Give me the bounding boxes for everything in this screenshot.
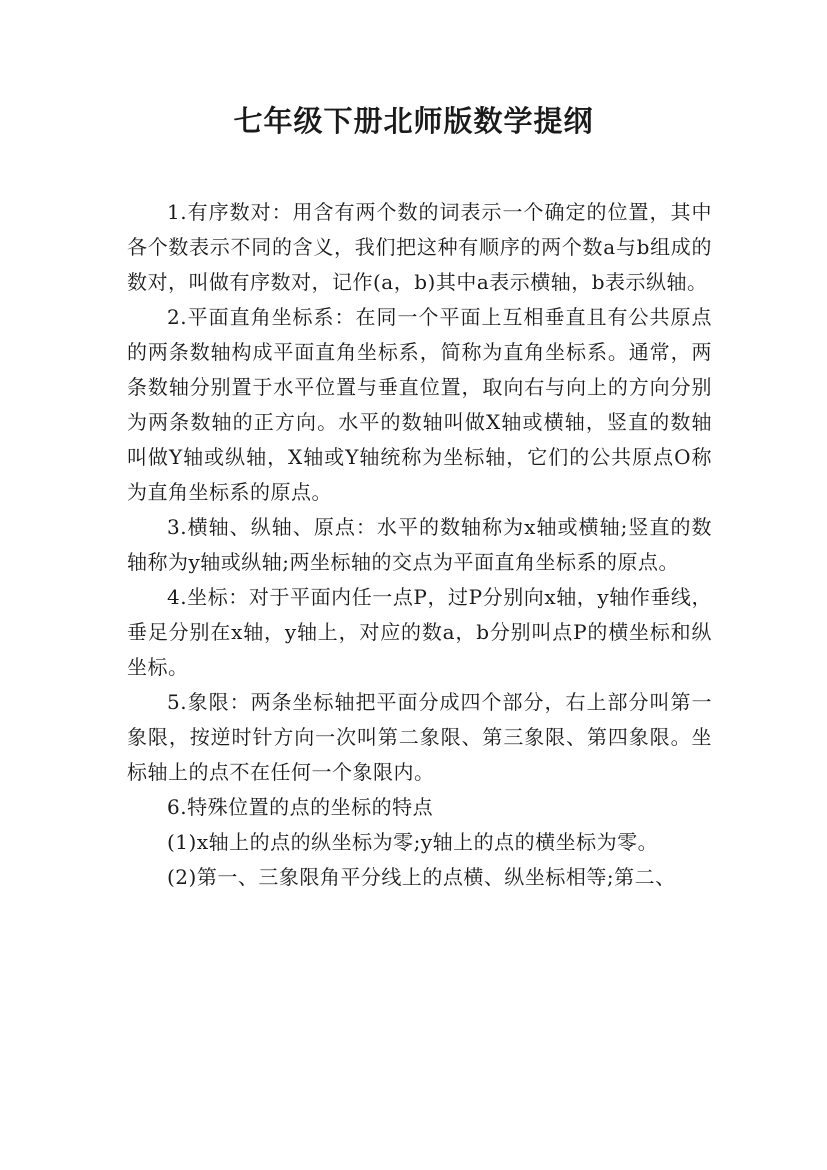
paragraph-ordered-pair: 1.有序数对：用含有两个数的词表示一个确定的位置，其中各个数表示不同的含义，我们把这种有顺序的两个数a与b组成的数对，叫做有序数对，记作(a，b)其中a表示横轴，b表示纵轴。 <box>127 200 712 294</box>
paragraph-special-points-1: (1)x轴上的点的纵坐标为零;y轴上的点的横坐标为零。 <box>167 830 659 854</box>
paragraph-coordinate-system: 2.平面直角坐标系：在同一个平面上互相垂直且有公共原点的两条数轴构成平面直角坐标系，简称为直角坐标系。通常，两条数轴分别置于水平位置与垂直位置，取向右与向上的方向分别为两条数轴的正方向。水平的数轴叫做X轴或横轴，竖直的数轴叫做Y轴或纵轴，X轴或Y轴统称为坐标轴，它们的公共原点O称为直角坐标系的原点。 <box>127 305 712 504</box>
document-body <box>127 195 712 895</box>
paragraph-coordinates: 4.坐标：对于平面内任一点P，过P分别向x轴，y轴作垂线，垂足分别在x轴，y轴上，对应的数a，b分别叫点P的横坐标和纵坐标。 <box>127 585 712 679</box>
document-title: 七年级下册北师版数学提纲 <box>233 104 594 138</box>
paragraph-special-points-2: (2)第一、三象限角平分线上的点横、纵坐标相等;第二、 <box>167 865 676 889</box>
paragraph-axes-origin: 3.横轴、纵轴、原点：水平的数轴称为x轴或横轴;竖直的数轴称为y轴或纵轴;两坐标轴的交点为平面直角坐标系的原点。 <box>127 515 712 574</box>
paragraph-quadrants: 5.象限：两条坐标轴把平面分成四个部分，右上部分叫第一象限，按逆时针方向一次叫第二象限、第三象限、第四象限。坐标轴上的点不在任何一个象限内。 <box>127 690 712 784</box>
paragraph-special-points-heading: 6.特殊位置的点的坐标的特点 <box>167 795 434 819</box>
